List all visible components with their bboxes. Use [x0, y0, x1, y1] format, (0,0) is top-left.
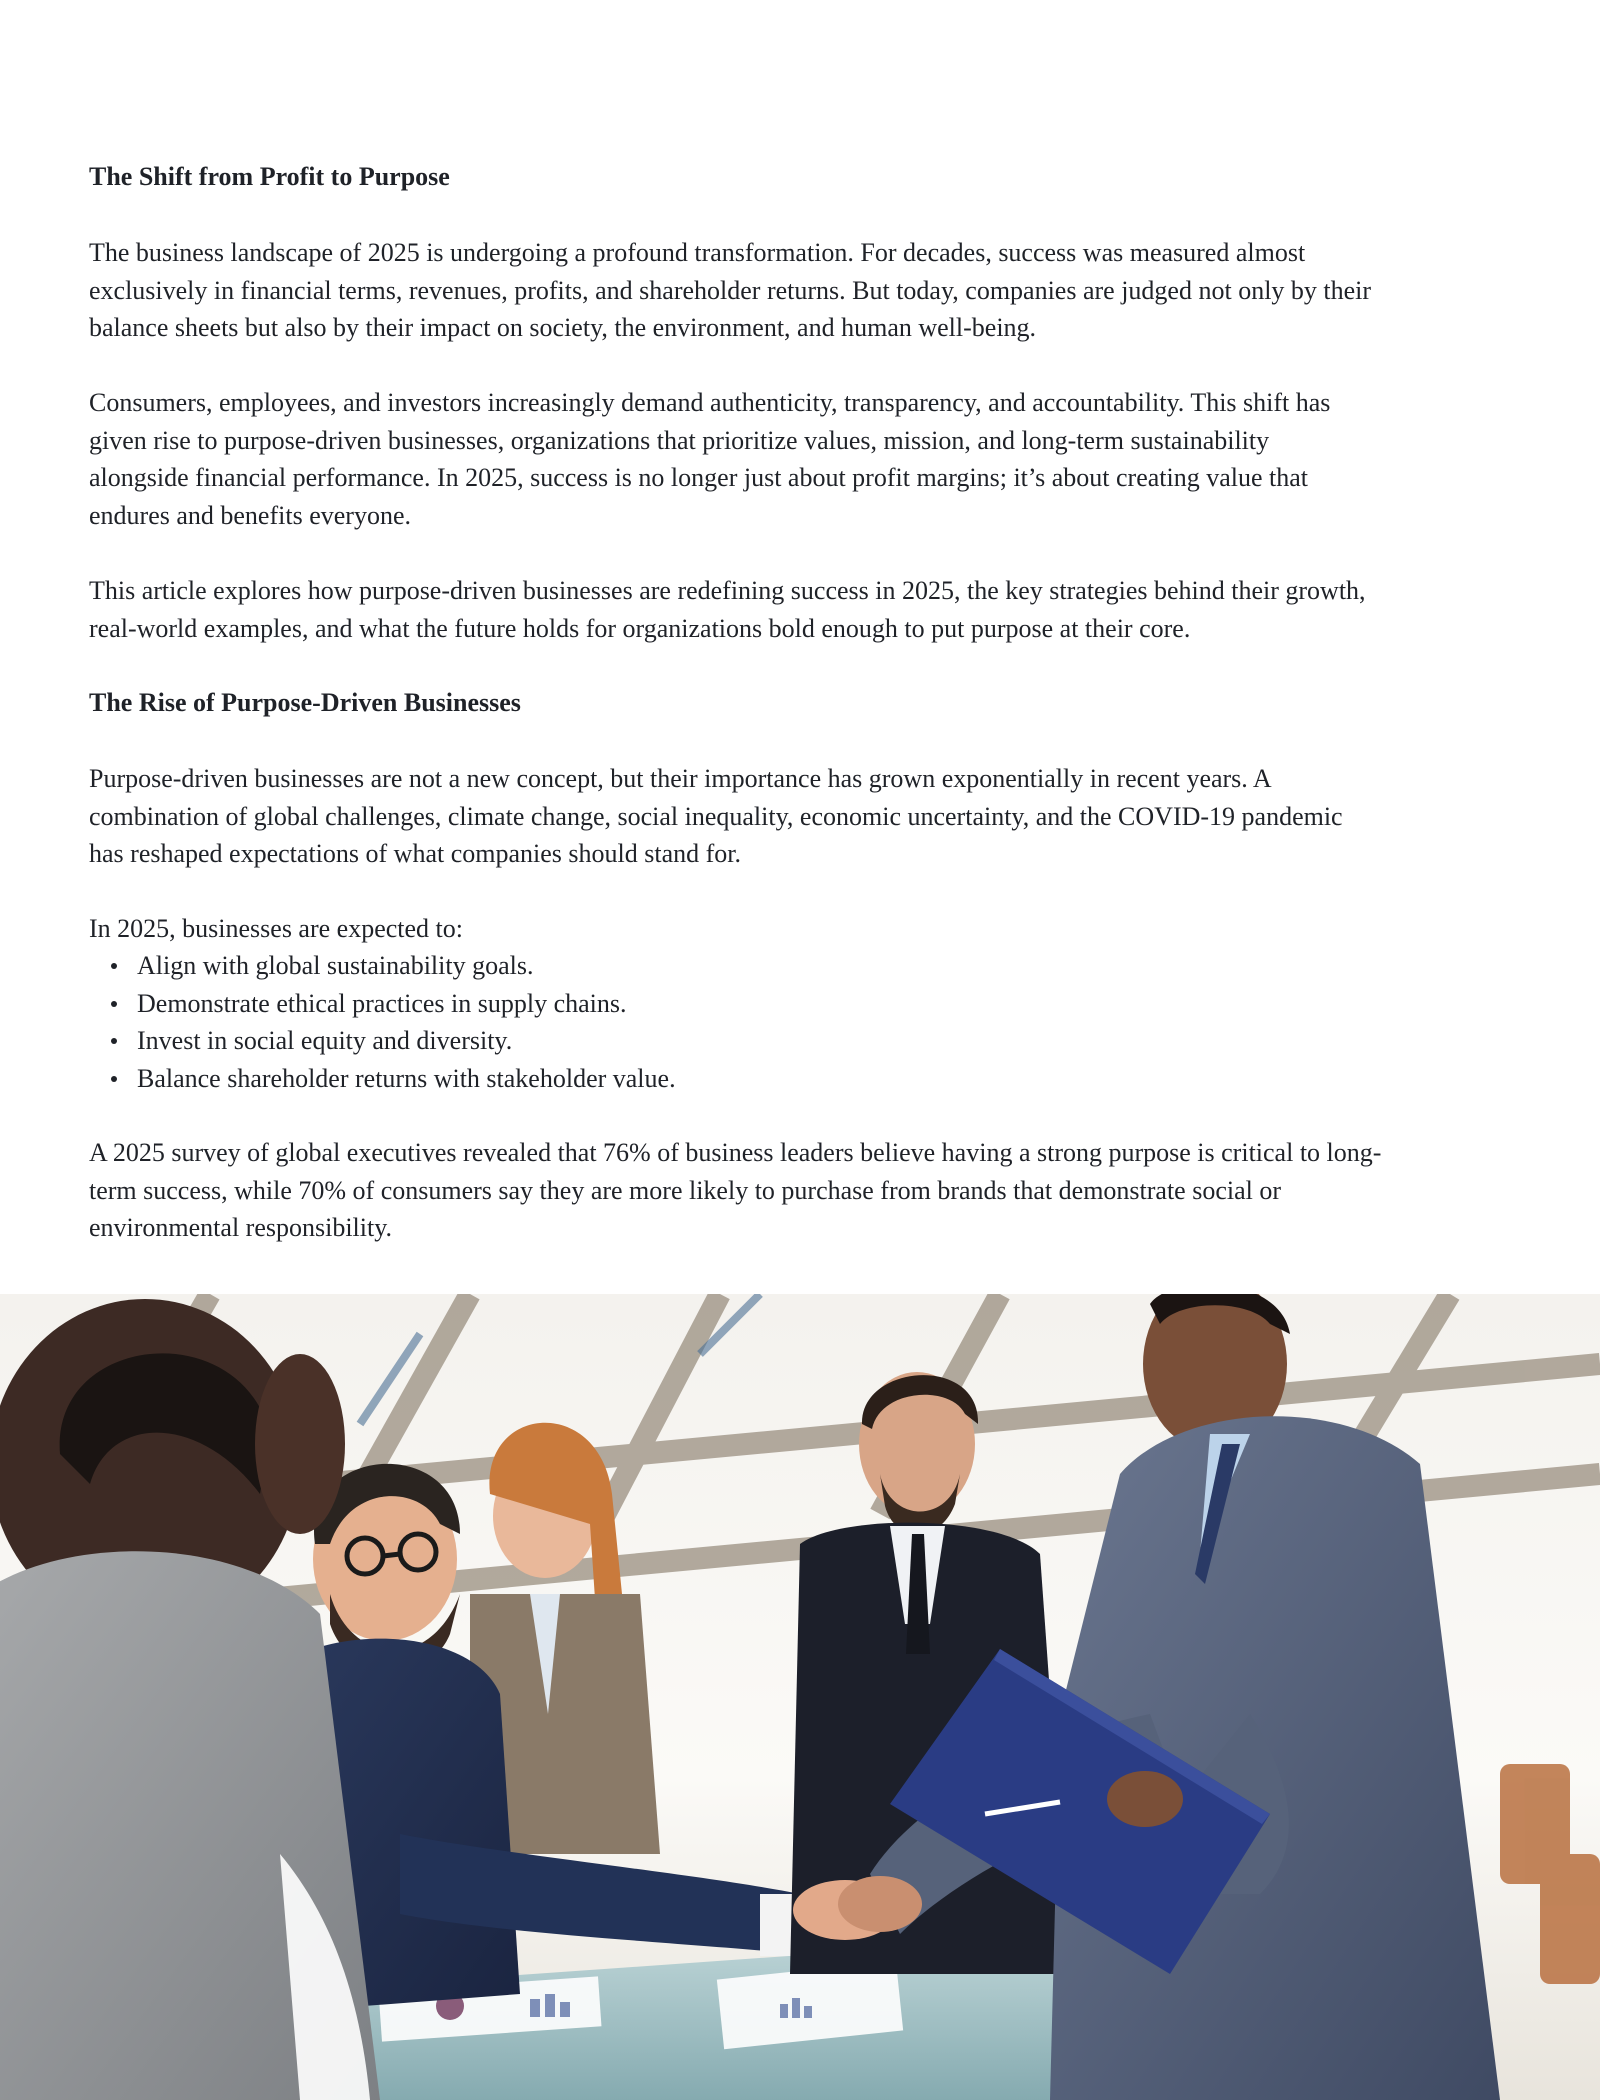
paragraph-line: Purpose-driven businesses are not a new concept, but their importance has grown exponentially in recent years. A	[89, 764, 1272, 793]
paragraph-line: This article explores how purpose-driven businesses are redefining success in 2025, the key strategies behind their growth,	[89, 576, 1366, 605]
paragraph-line: environmental responsibility.	[89, 1213, 393, 1242]
paragraph-line: real-world examples, and what the future holds for organizations bold enough to put purpose at their core.	[89, 613, 1191, 643]
section-heading-shift-from-profit: The Shift from Profit to Purpose	[89, 162, 450, 191]
list-item	[89, 1022, 676, 1060]
paragraph-line: exclusively in financial terms, revenues, profits, and shareholder returns. But today, companies are judged not only by their	[89, 275, 1372, 305]
business-handshake-photo	[0, 1294, 1600, 2100]
list-item-text: Demonstrate ethical practices in supply chains.	[137, 988, 627, 1018]
paragraph-rise	[89, 760, 1539, 873]
list-intro	[89, 910, 1539, 948]
paragraph-survey	[89, 1134, 1539, 1247]
paragraph-line: endures and benefits everyone.	[89, 500, 411, 530]
paragraph-article-scope	[89, 572, 1539, 647]
paragraph-line: has reshaped expectations of what companies should stand for.	[89, 839, 741, 868]
list-item	[89, 985, 676, 1023]
expectations-list	[89, 947, 676, 1097]
list-item-text: Balance shareholder returns with stakeholder value.	[137, 1063, 676, 1093]
section-heading-rise-of-purpose: The Rise of Purpose-Driven Businesses	[89, 688, 521, 717]
paragraph-line: The business landscape of 2025 is undergoing a profound transformation. For decades, success was measured almost	[89, 238, 1306, 267]
bullet-icon	[111, 1076, 117, 1082]
paragraph-line: A 2025 survey of global executives revealed that 76% of business leaders believe having a strong purpose is critical to long-	[89, 1138, 1382, 1167]
paragraph-line: term success, while 70% of consumers say they are more likely to purchase from brands that demonstrate social or	[89, 1175, 1282, 1205]
list-intro-line: In 2025, businesses are expected to:	[89, 914, 464, 943]
paragraph-line: alongside financial performance. In 2025, success is no longer just about profit margins; it’s about creating value that	[89, 463, 1309, 492]
list-item-text: Invest in social equity and diversity.	[137, 1026, 513, 1055]
photo-illustration	[0, 1294, 1600, 2100]
bullet-icon	[111, 1038, 117, 1044]
bullet-icon	[111, 1001, 117, 1007]
paragraph-demand	[89, 384, 1539, 534]
list-item-text: Align with global sustainability goals.	[137, 951, 534, 980]
paragraph-line: balance sheets but also by their impact on society, the environment, and human well-being.	[89, 313, 1037, 342]
paragraph-line: given rise to purpose-driven businesses, organizations that prioritize values, mission, and long-term sustainability	[89, 425, 1270, 455]
bullet-icon	[111, 963, 117, 969]
list-item	[89, 1060, 676, 1098]
paragraph-line: combination of global challenges, climate change, social inequality, economic uncertainty, and the COVID-19 pandemic	[89, 801, 1343, 831]
paragraph-intro	[89, 234, 1539, 347]
list-item	[89, 947, 676, 985]
paragraph-line: Consumers, employees, and investors increasingly demand authenticity, transparency, and accountability. This shift has	[89, 388, 1331, 417]
